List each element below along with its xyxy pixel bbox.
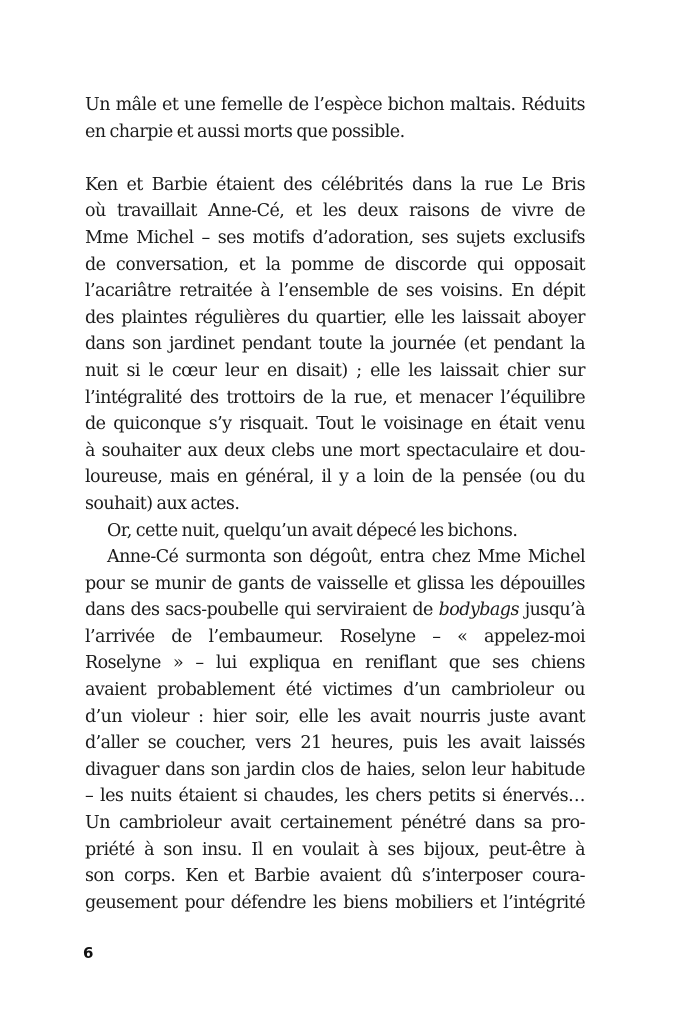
text-line: geusement pour défendre les biens mobiliers et l’intégrité (85, 892, 585, 913)
text-line: l’acariâtre retraitée à l’ensemble de ses voisins. En dépit (85, 281, 585, 302)
text-line: à souhaiter aux deux clebs une mort spectaculaire et dou- (85, 440, 585, 461)
text-line: Un cambrioleur avait certainement pénétré dans sa pro- (85, 813, 585, 834)
paragraph-3 (85, 518, 585, 545)
text-line: des plaintes régulières du quartier, elle les laissait aboyer (85, 307, 585, 328)
text-line: où travaillait Anne-Cé, et les deux raisons de vivre de (85, 201, 585, 222)
paragraph-gap (85, 145, 585, 172)
text-line: d’un violeur : hier soir, elle les avait nourris juste avant (85, 706, 585, 727)
text-line: priété à son insu. Il en voulait à ses bijoux, peut-être à (85, 839, 585, 860)
text-line: Anne-Cé surmonta son dégoût, entra chez Mme Michel (107, 547, 585, 568)
text-line: l’arrivée de l’embaumeur. Roselyne – « appelez-moi (85, 626, 585, 647)
text-line: d’aller se coucher, vers 21 heures, puis les avait laissés (85, 733, 585, 754)
text-line: Mme Michel – ses motifs d’adoration, ses sujets exclusifs (85, 227, 585, 248)
text-line: divaguer dans son jardin clos de haies, selon leur habitude (85, 759, 585, 780)
book-page-text (85, 92, 585, 916)
text-line: dans son jardinet pendant toute la journée (et pendant la (85, 334, 585, 355)
text-run: jusqu’à (518, 600, 585, 621)
text-line: nuit si le cœur leur en disait) ; elle les laissait chier sur (85, 360, 585, 381)
text-line: – les nuits étaient si chaudes, les chers petits si énervés… (85, 786, 585, 807)
text-line: avaient probablement été victimes d’un cambrioleur ou (85, 680, 585, 701)
text-line: Ken et Barbie étaient des célébrités dans la rue Le Bris (85, 174, 585, 195)
paragraph-2 (85, 172, 585, 518)
paragraph-4 (85, 544, 585, 916)
text-run: dans des sacs-poubelle qui serviraient de (85, 600, 439, 621)
text-line: son corps. Ken et Barbie avaient dû s’interposer coura- (85, 866, 585, 887)
text-line: en charpie et aussi morts que possible. (85, 121, 405, 142)
text-line: souhait) aux actes. (85, 493, 240, 514)
paragraph-1 (85, 92, 585, 145)
text-line: Or, cette nuit, quelqu’un avait dépecé les bichons. (107, 520, 518, 541)
text-line: pour se munir de gants de vaisselle et glissa les dépouilles (85, 573, 585, 594)
text-line: Roselyne » – lui expliqua en reniflant que ses chiens (85, 653, 585, 674)
text-line: de conversation, et la pomme de discorde qui opposait (85, 254, 585, 275)
text-line: de quiconque s’y risquait. Tout le voisinage en était venu (85, 414, 585, 435)
text-line: Un mâle et une femelle de l’espèce bichon maltais. Réduits (85, 95, 585, 115)
text-line: loureuse, mais en général, il y a loin de la pensée (ou du (85, 467, 585, 488)
text-line: l’intégralité des trottoirs de la rue, et menacer l’équilibre (85, 387, 585, 408)
italic-term: bodybags (438, 600, 519, 621)
text-line-with-italic (85, 597, 585, 624)
page-number: 6 (83, 944, 94, 962)
